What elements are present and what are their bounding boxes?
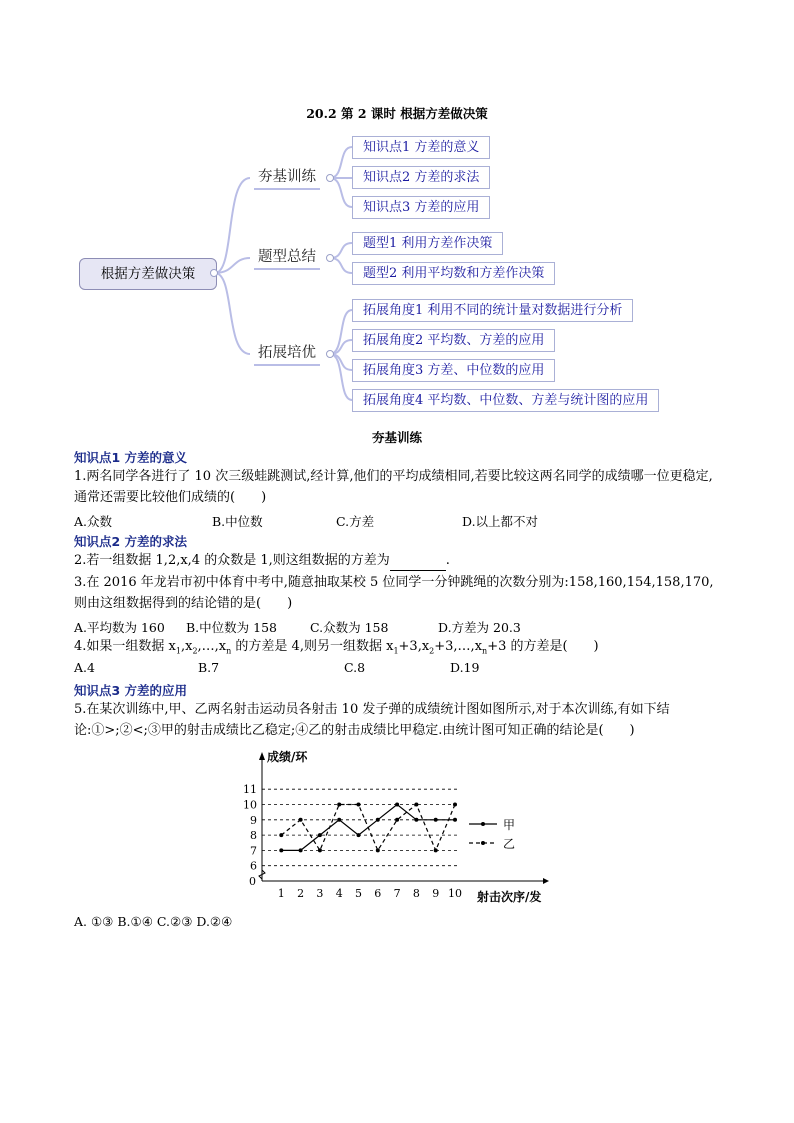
option: B.中位数 [212, 514, 263, 529]
x-tick-label: 6 [374, 887, 382, 900]
question-4: 4.如果一组数据 $x_1,x_2,\dots,x_n$ 的方差是 4,则另一组数据 $x_1+3,x_2+3,\dots,x_n+3$ 的方差是( ) [74, 639, 599, 656]
mind-map [0, 0, 794, 430]
branch-label: 拓展培优 [258, 345, 316, 361]
data-point [376, 818, 380, 822]
x-tick-label: 10 [448, 887, 462, 900]
data-point [299, 818, 303, 822]
x-axis-label: 射击次序/发 [477, 890, 542, 904]
y-tick-label: 6 [250, 859, 257, 873]
data-point [337, 803, 341, 807]
option: D.以上都不对 [462, 514, 539, 529]
legend-marker [481, 841, 485, 845]
option: C.方差 [336, 514, 375, 529]
branch-tixing [256, 246, 318, 268]
y-tick-label: 10 [243, 798, 257, 812]
leaf-node: 拓展角度3 方差、中位数的应用 [352, 359, 555, 382]
leaf-node: 拓展角度4 平均数、中位数、方差与统计图的应用 [352, 389, 659, 412]
line-chart [225, 748, 555, 908]
legend-label: 甲 [503, 818, 516, 832]
leaf-node: 知识点2 方差的求法 [352, 166, 490, 189]
x-tick-label: 7 [393, 887, 401, 900]
data-point [279, 833, 283, 837]
data-point [395, 818, 399, 822]
y-tick-label: 9 [250, 813, 257, 827]
option: A.平均数为 160 [74, 620, 165, 635]
leaf-node: 拓展角度1 利用不同的统计量对数据进行分析 [352, 299, 633, 322]
legend-label: 乙 [503, 837, 516, 851]
question-2-tail: . [445, 553, 450, 568]
collapse-toggle-icon[interactable] [210, 269, 218, 277]
data-point [357, 803, 361, 807]
x-tick-label: 4 [335, 887, 343, 900]
data-point [434, 848, 438, 852]
data-point [414, 803, 418, 807]
option: B.7 [198, 660, 220, 675]
option: D.方差为 20.3 [438, 620, 521, 635]
question-2-text: 2.若一组数据 1,2,x,4 的众数是 1,则这组数据的方差为 [74, 553, 390, 568]
question-1: 1.两名同学各进行了 10 次三级蛙跳测试,经计算,他们的平均成绩相同,若要比较这两名同学的成绩哪一位更稳定,通常还需要比较他们成绩的( ) [74, 469, 713, 505]
section-title: 夯基训练 [371, 430, 422, 445]
score-chart [225, 748, 555, 912]
y-tick-label: 8 [250, 829, 257, 843]
question-5: 5.在某次训练中,甲、乙两名射击运动员各射击 10 发子弹的成绩统计图如图所示,对于本次训练,有如下结论:①>;②<;③甲的射击成绩比乙稳定;④乙的射击成绩比甲稳定.由统计图可知正确的结论是( ) [74, 702, 670, 738]
collapse-toggle-icon[interactable] [326, 254, 334, 262]
branch-hangji [256, 166, 318, 188]
x-tick-label: 3 [316, 887, 324, 900]
data-point [453, 803, 457, 807]
option: A.众数 [74, 514, 113, 529]
collapse-toggle-icon[interactable] [326, 350, 334, 358]
data-point [299, 848, 303, 852]
data-point [357, 833, 361, 837]
data-point [453, 818, 457, 822]
data-point [395, 803, 399, 807]
data-point [434, 818, 438, 822]
x-tick-label: 5 [355, 887, 362, 900]
data-point [376, 848, 380, 852]
leaf-node: 知识点3 方差的应用 [352, 196, 490, 219]
x-tick-label: 8 [412, 887, 420, 900]
data-point [318, 833, 322, 837]
option: C.众数为 158 [310, 620, 389, 635]
legend-marker [481, 822, 485, 826]
data-point [318, 848, 322, 852]
x-tick-label: 9 [432, 887, 440, 900]
x-tick-label: 1 [277, 887, 285, 900]
knowledge-point-heading: 知识点3 方差的应用 [74, 683, 188, 698]
branch-label: 夯基训练 [258, 169, 316, 185]
y-tick-label: 11 [243, 783, 257, 797]
x-tick-label: 2 [297, 887, 305, 900]
y-axis-arrow-icon [259, 752, 265, 760]
question-5-options: A. ①③ B.①④ C.②③ D.②④ [74, 914, 233, 929]
knowledge-point-heading: 知识点1 方差的意义 [74, 450, 188, 465]
y-tick-label: 7 [250, 844, 257, 858]
question-3: 3.在 2016 年龙岩市初中体育中考中,随意抽取某校 5 位同学一分钟跳绳的次数分别为:158,160,154,158,170,则由这组数据得到的结论错的是( ) [74, 575, 714, 611]
data-point [279, 848, 283, 852]
option: B.中位数为 158 [186, 620, 277, 635]
branch-tuozhan [256, 342, 318, 364]
leaf-node: 拓展角度2 平均数、方差的应用 [352, 329, 555, 352]
collapse-toggle-icon[interactable] [326, 174, 334, 182]
answer-blank [390, 556, 446, 571]
leaf-node: 题型1 利用方差作决策 [352, 232, 503, 255]
x-axis-arrow-icon [543, 878, 549, 884]
option: C.8 [344, 660, 366, 675]
mind-map-root: 根据方差做决策 [79, 258, 217, 290]
series-line-2 [281, 805, 455, 851]
option: D.19 [450, 660, 480, 675]
knowledge-point-heading: 知识点2 方差的求法 [74, 534, 188, 549]
question-2 [74, 550, 724, 571]
option: A.4 [74, 660, 95, 675]
data-point [337, 818, 341, 822]
leaf-node: 题型2 利用平均数和方差作决策 [352, 262, 555, 285]
leaf-node: 知识点1 方差的意义 [352, 136, 490, 159]
data-point [414, 818, 418, 822]
branch-label: 题型总结 [258, 249, 316, 265]
y-axis-label: 成绩/环 [267, 750, 308, 764]
page-title: 20.2 第 2 课时 根据方差做决策 [306, 106, 488, 121]
origin-label: 0 [249, 875, 256, 888]
